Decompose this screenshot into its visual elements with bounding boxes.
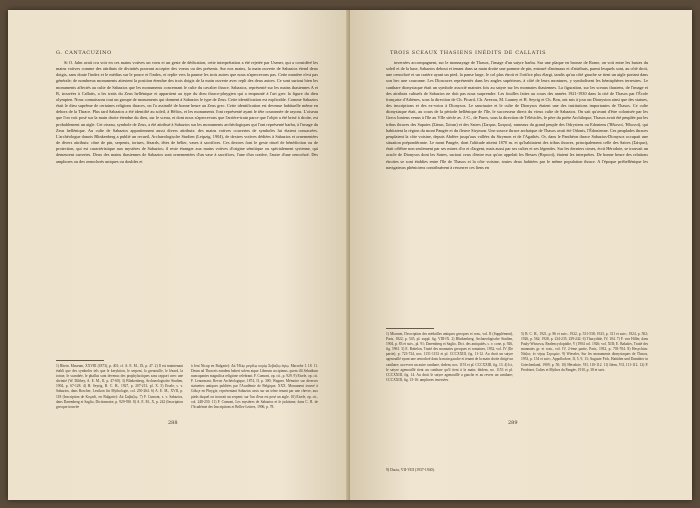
page-number-right: 289 <box>508 420 518 426</box>
body-text-right: inversées accompagnent, sur le monnayage de Thasos, l'image d'un satyre barbu. Sur une plaque en bronze de Rome, on voit entre les bustes du soleil et de la lune, Sabazios debout et tenant dans sa main droite une pomme de pin, entouré d'animaux et d'attributs, parmi lesquels sont, au côté droit, une oenochoé et un cratère ayant un pied, la panse large, le col plus étroit et l'orifice plus élargi, tandis qu'au côté gauche se tient un aigle portant dans son bec une couronne. Les Dioscures représentés dans les angles supérieurs, à côté de leurs montures, y symbolisent les hémisphères terrestres. Le canthare dionysiaque était un symbole associé maintes fois au satyre sur les monnaies thasiennes. La figuration, sur les sceaux thasiens, de l'image et des attributs cultuels de Sabazios ne doit pas nous surprendre. Les fouilles faites au cours des années 1921-1930 dans la cité de Thasos par l'École française d'Athènes, sous la direction de Ch. Picard, Ch. Avezou, M. Launey et H. Seyrig et Ch. Bon, ont mis à jour un Dionysion ainsi que des statues, des inscriptions et des ex-votos à Dionysos. Le sanctuaire et le culte de Dionysos étaient une des institutions importantes de Thasos. Ce culte dionysiaque était, au cours de la période hellénique de l'île, le successeur direct du vieux culte de Sabazios. On sait qu'avant d'être colonisée par les Grecs Ioniens venus à l'île au VIIe siècle av. J.-C., de Paros, sous la direction de Télésiclès, le père du poète Archiloque, Thasos avait été peuplée par les tribus thraces des Sapaies (Σάπαι, Σάπαι) et des Satres (Σατραι, Σατραι), rameaux du grand peuple des Odrysiens ou Edoniens (Ἠδωνοί, Ἠδωνοί), qui habitaient la région du mont Pangée et du fleuve Strymon. Une source thrace archaïque de Thasos avait été Odonis, l'Édonienne. Ces peuplades thraces peuplaient la côte voisine, depuis Abdère jusqu'aux vallées du Strymon et de l'Agathès. Or, dans le Panthéon thrace Sabazios-Dionysos occupait une situation prépondérante. Le mont Pangée, dont l'altitude atteint 1870 m. et qu'habitaient des tribus thraces, principalement celle des Satres (Σάτραι), était célèbre non seulement par ses mines d'or et d'argent, mais aussi par ses cultes et ses légendes. Sur les derniers cimes, écrit Hérodote, se trouvait un oracle de Dionysos dont les Satres, surtout ceux d'entre eux qu'on appelait les Besses (Βησσοί), étaient les interprètes. De bonne heure des relations étroites se sont établies entre l'île de Thasos et la côte voisine, toutes deux habitées par le même population thrace. A l'époque préhellénique les navigateurs phéniciens contribuèrent à resserrer ces liens en <box>386 60 648 170</box>
body-text-left: Si O. Jahn avait cru voir en ces mains votives un voeu et un geste de dédication, cette interprétation a été rejetée par Usener, qui a considéré les mains votives comme des attributs de divinités pouvant accepter des voeux ou des présents. Sur nos mains, la main ouverte de Sabazios étend deux doigts, sans doute l'index et le médius sur le pouce et l'index, et replie vers la paume les trois autres que nous n'apercevons pas. Cette manière n'est pas générale; de nombreux monuments attestent la position étendue des trois doigts de la main ouverte avec repli des deux autres. Ce sont surtout bien les monuments affectés au culte de Sabazios que les monuments concernant le culte du cavalier thrace. Sabazios, représenté sur les mains thasiennes A et B, trouvées à Callatis, a les traits du Zeus hellénique et appartient au type du dieu thraco-phrygien qui a emprunté à l'art grec la figure du dieu olympien. Nous connaissons tout un groupe de monuments qui donnent à Sabazios le type de Zeus. Cette identification est explicable. Comme Sabazios était le dieu suprême de certaines religions thraces, on l'a assimilé de bonne heure au Zeus grec. Cette identification est devenue habituelle même en dehors de la Thrace. Plus tard Sabazios a été identifié au soleil, à Hélios, et les monuments l'ont représenté ayant le tête couronnée de rayons. L'oiseau que l'on voit posé sur la main droite étendue du dieu, sur le sceau, et dont nous n'apercevons que l'arrière-train parce que l'objet a été brisé à droite, est probablement un aigle. Cet oiseau, symbole de Zeus, a été attribué à Sabazios sur les monuments archéologiques qui l'ont représenté barbu, à l'image du Zeus hellénique. Au culte de Sabazios appartiennent aussi divers attributs: des mains votives couvertes de symboles lui étaient consacrées. L'archéologue danois Blinkenberg a publié un recueil, Archaeologische Studien (Leipzig, 1904), de dextres votives dédiées à Sabazios et ornementées de divers attributs: cône de pin, serpents, tortues, lézards, têtes de bélier, vases à sacrifices. Ces dextres font le geste rituel de bénédiction ou de protection, qui est caractéristique aux mystères de Sabazios; il reste étranger aux mains votives d'origine sémitique ou spécialement syrienne, qui demeurent ouvertes. Deux des mains thasiennes de Sabazios sont ornementées d'un vase à sacrifices, l'une d'un cratère, l'autre d'une oenochoé. Des amphores ou des oenochoés uniques ou doubles et <box>56 60 318 164</box>
running-head-right: TROIS SCEAUX THASIENS INÉDITS DE CALLATIS <box>390 50 547 56</box>
book-spread <box>8 10 692 500</box>
footnotes-right-col-1: 1) Mionnet, Description des médailles antiques grecques et rom., vol. II (Supplément), Paris, 1822, p. 545, pl. suppl. fig. VIII-IX. 2) Blinkenberg, Archaeologische Studien, 1904, p. 83 et suiv., pl. 91; Daremberg et Saglio, Dict. des antiquités, s. v. cone, p. 926, fig. 5961. 3) E. Babelon, Traité des monnaies grecques et romaines, 1932, vol. IV (IIe partie), p. 723-724, nos. 1151-1152 et pl. CCCXXIII, fig. 11-12. Au droit un satyre agenouillé ayant une oenochoé dans la main gauche et tenant de la main droite dirigé un canthare; au revers un autre canthare, dodem, nos. 1153 et pl. CCCXXIII, fig. 13. 4) Ici, le satyre agenouillé tient un canthare qu'il tient à la main; ibidem, no. 1153 et pl. CCCXXIII, fig. 14. Au droit le satyre agenouillé a gauche et au revers un canthare; CCCXXIII, fig. 15-16: amphores inversées. <box>386 332 513 382</box>
footnotes-right <box>386 332 648 383</box>
left-page <box>8 10 350 500</box>
running-head-left: G. CANTACUZINO <box>56 50 112 56</box>
page-number-left: 288 <box>168 420 178 426</box>
footnote-rule-left <box>56 360 104 361</box>
footnotes-left <box>56 364 318 410</box>
footnotes-left-col-1: 1) Rhein. Museum, XXVIII (1873), p. 401; cf. A. E. M., IX, p. 47. 2) Il est maintenant établi que des symboles tels que le keryktion, le serpent, la grenouille, le lézard, la tortue, le scarabée, le phallus sont devenus des prophylactiques sans rapport avec une divinité (W. Dilthey, A. E. M., II, p. 47-60). 3) Blinkenberg, Archaeologische Studien, 1904, p. 67-128. 4) H. Seyrig, B. C. H., 1927, p. 207-213, pl. X. 5) Eisele, s. v. Sabazios, dans Roscher, Lexikon für Mythologie, col. 250-264. 6) A. E. M., XVII, p. 118 (Inscription de Koçarli, en Bulgarie): Διὶ Σαβαζίῳ. 7) F. Cumont, s. v. Sabazios, dans Daremberg et Saglio, Dictionnaire, p. 929-930. 8) A. E. M., X, p. 242 (Inscription grecque trouvée <box>56 364 183 409</box>
footnotes-left-col-2: à Jeni Nicup en Bulgarie): Διὶ Ἡλίῳ μεγάλῳ κυρίῳ Σεβαζίῳ ἁγίῳ. Macrobe I. 18. 11. Deum ad Thraceis eundem haberi solem atque Liberum accipimus, quem illi Sebadium nuncupantes magnifica religione celebrant. F. Cumont, op. cit., p. 929. 9) Eisele, op. cit. F. Lenormant, Revue Archéologique, 1874, II, p. 300; Wagner, Mémoire sur diverses statuettes antiques publiées par l'Académie de Belgique, XXX. Monument trouvé à Gökçe en Phrygie, représentant Sabazios assis sur un trône tenant par une chevre, aux pieds duquel on trouvait un serpent; sur l'un d'eux est posé un aigle. 10) Eisele, op. cit., col. 248-250. 11) F. Cumont, Les mystères de Sabazios et le judaïsme, dans C. R. de l'Académie des Inscriptions et Belles-Lettres, 1906, p. 78. <box>191 364 318 409</box>
footnotes-right-col-2: 5) B. C. H., 1921, p. 86 et suiv.; 1922, p. 531-538; 1923, p. 311 et suiv.; 1924, p. 502; 1926, p. 562; 1928, p. 234-235, 239-242. 6) Thucydide, IV, 104. 7) F. von Hiller, dans Pauly-Wissowa, Realencyclopädie, V (1904 col. 1926; vol. XIII; E. Bakalov, Traité des monnaies gr. et rom., vol. IV, 2-ème partie, Paris, 1932, p. 703-704. 8) Hesychius: Νάξος: ἐν νήσῳ Στρυμών. 9) Wieseler, Sur les monuments dionysiaques de Thasos, 1953, p. 154 et suiv.; Appollodore, II, 5, 9, 13; Auguste Fick, Hattiden und Danubier in Griechenland, 1909, p. 50; 10) Hérodote, VII, 110-112. 11) Idem, VII, 111-112. 12) P. Perdrizet, Cultes et Mythes du Pangée, 1910, p. 38 et suiv. <box>521 332 648 372</box>
bottom-source-note: 9) Dacia, VII-VIII (1937-1940). <box>386 468 435 472</box>
footnote-rule-right <box>386 328 434 329</box>
right-page <box>350 10 692 500</box>
